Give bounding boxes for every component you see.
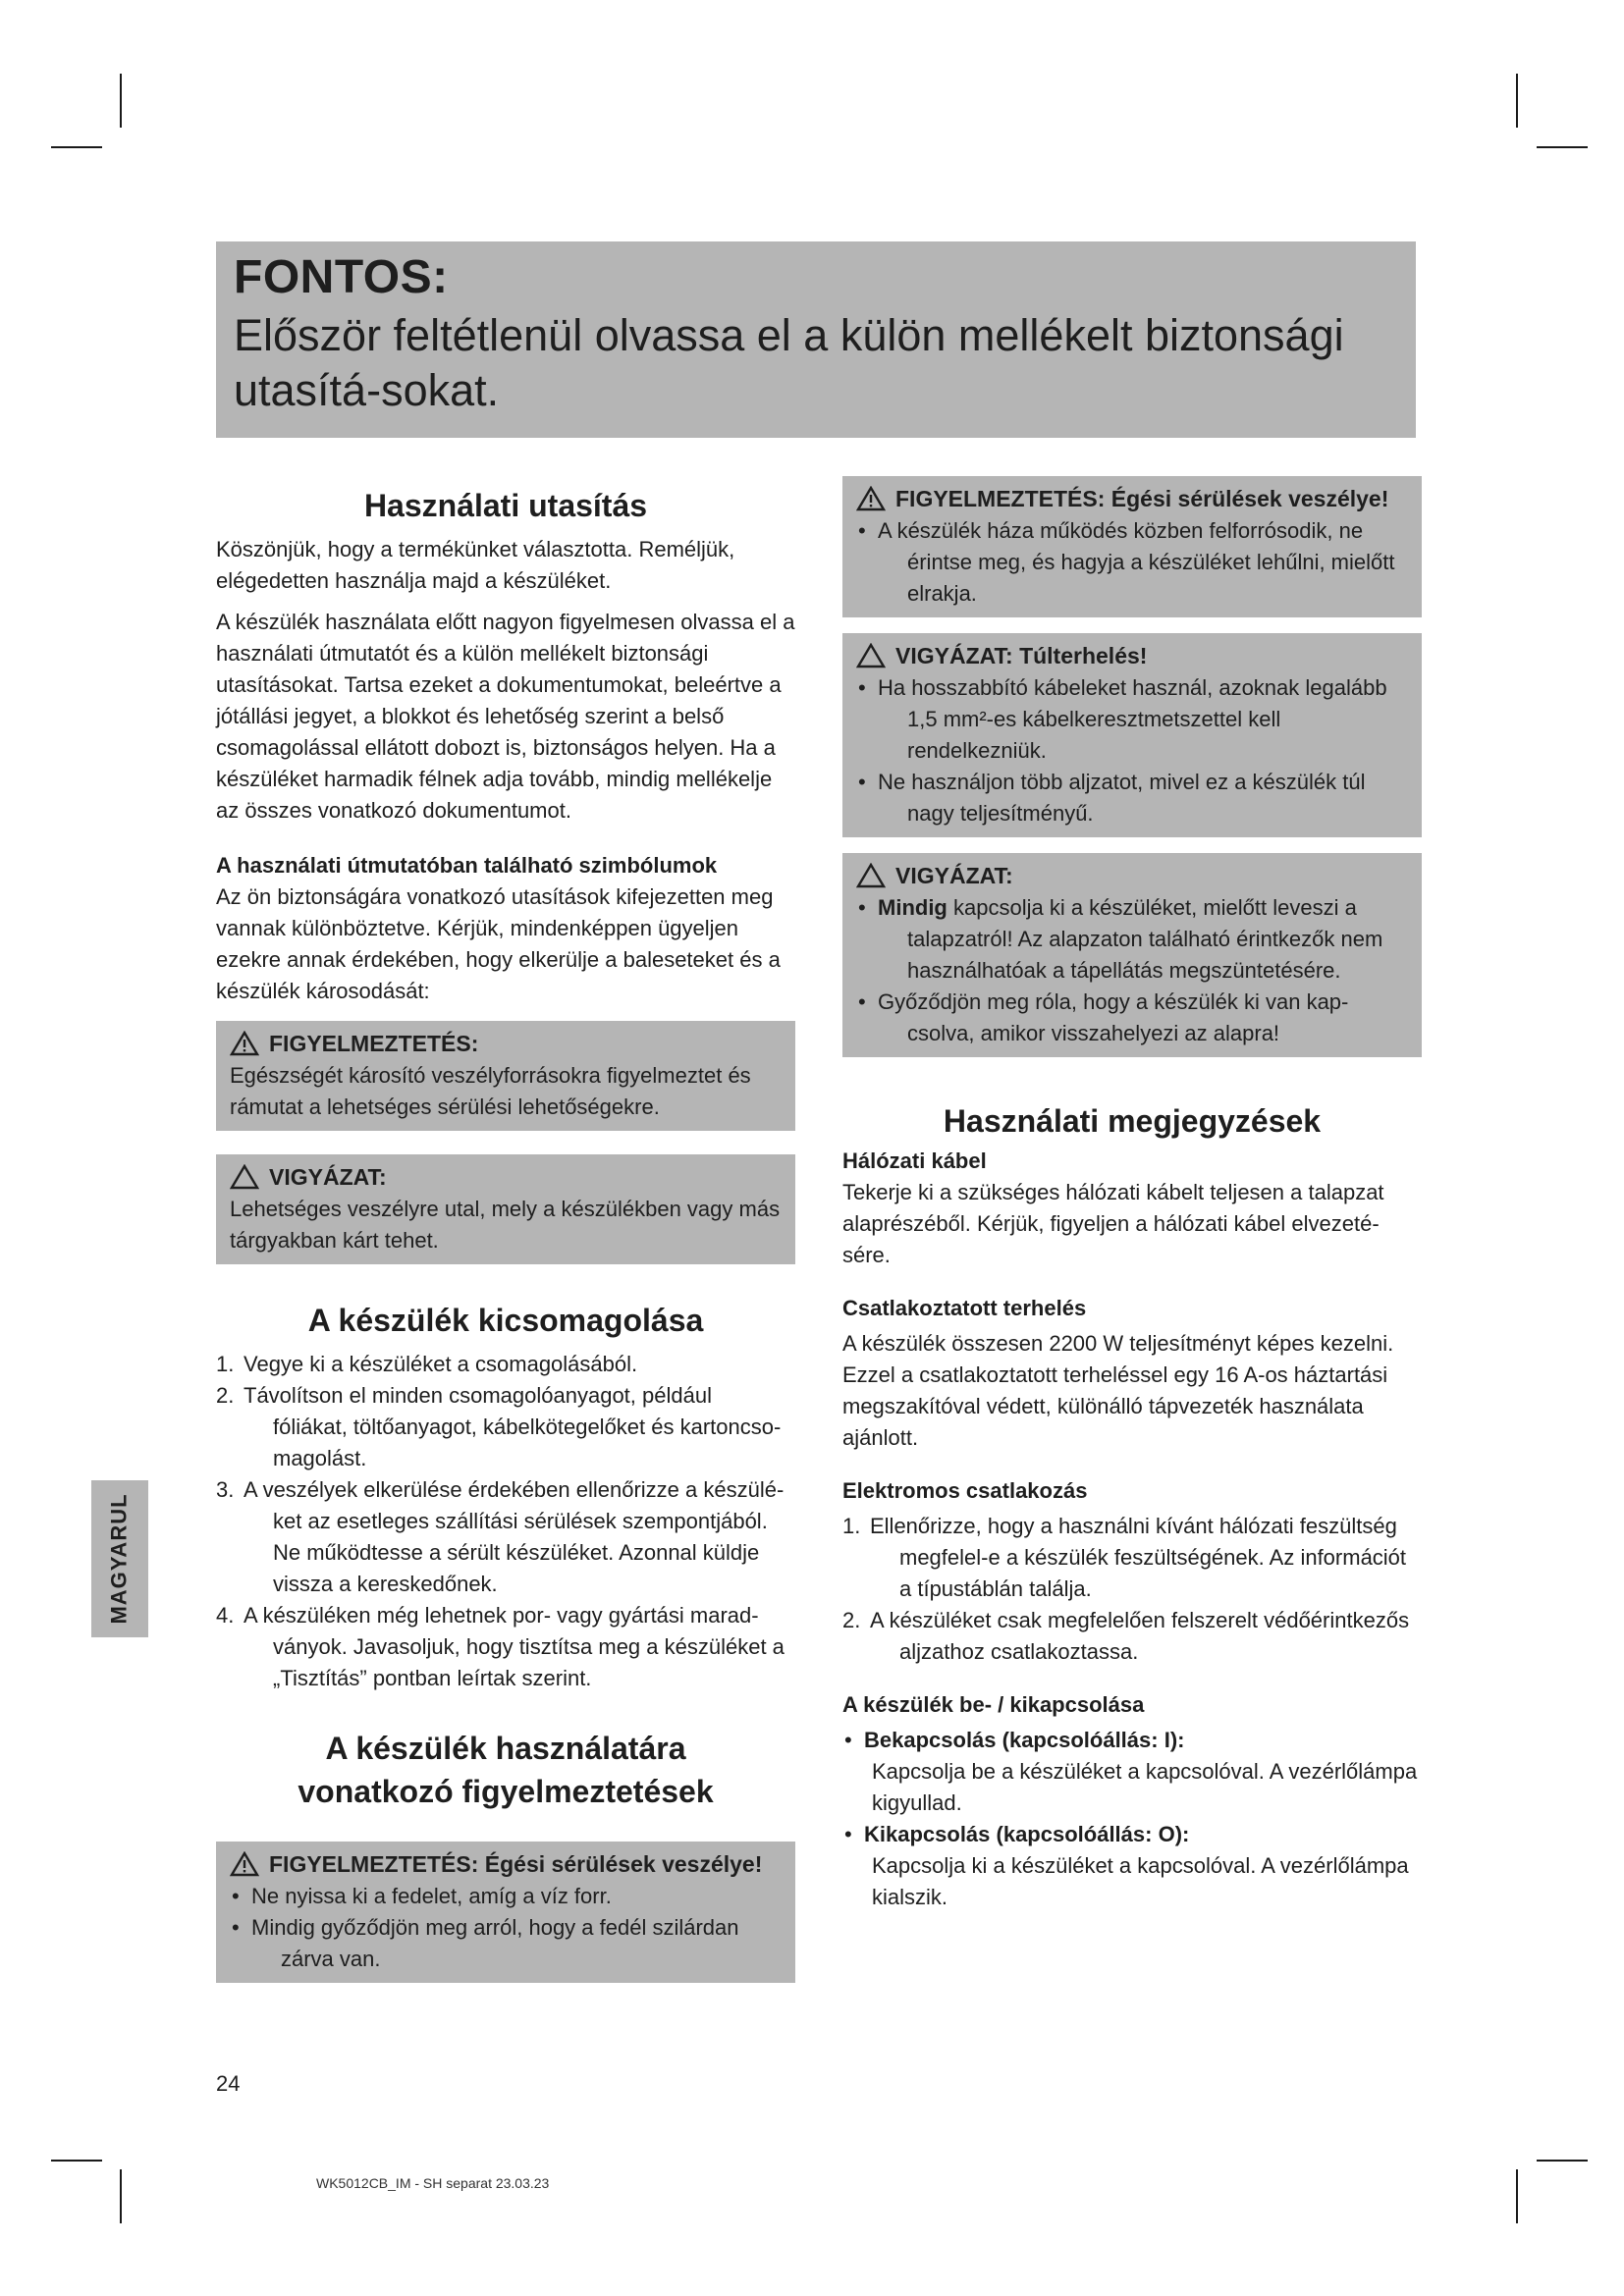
intro-paragraph-2: A készülék használata előtt nagyon figyelmesen olvassa el a használati útmutatót és a külön mellékelt biztonsági utasításokat. Tartsa ezeket a dokumentumokat, beleértve a jótállási jegyet, a blokkot és lehetőség szerint a belső csomagolással ellátott dobozt is, biztonságos helyen. Ha a készüléket harmadik félnek adja tovább, mindig mellékelje az összes vonatkozó dokumentumot.	[216, 610, 795, 823]
important-banner	[216, 241, 1416, 438]
base-caution-title: VIGYÁZAT:	[895, 863, 1013, 888]
overload-caution-box	[842, 633, 1422, 837]
list-item: • Győződjön meg róla, hogy a készülék ki van kap- csolva, amikor visszahelyezi az alapra!	[856, 987, 1408, 1049]
intro-paragraph-1: Köszönjük, hogy a termékünket választotta. Reméljük, elégedetten használja majd a készüléket.	[216, 537, 735, 593]
caution-triangle-icon	[230, 1164, 259, 1190]
switch-list	[842, 1725, 1422, 1913]
list-item: • Mindig győződjön meg arról, hogy a fedél szilárdan zárva van.	[230, 1912, 782, 1975]
warning-box-text: Egészségét károsító veszélyforrásokra figyelmeztet és rámutat a lehetséges sérülési lehetőségekre.	[230, 1063, 751, 1119]
caution-box-text: Lehetséges veszélyre utal, mely a készülékben vagy más tárgyakban kárt tehet.	[230, 1197, 781, 1253]
heading-usage-warnings-line1: A készülék használatára	[325, 1731, 686, 1766]
caution-triangle-icon	[856, 863, 886, 888]
burn-warning-title: FIGYELMEZTETÉS: Égési sérülések veszélye!	[269, 1851, 763, 1877]
heading-usage-warnings-line2: vonatkozó figyelmeztetések	[298, 1774, 714, 1809]
symbols-paragraph: Az ön biztonságára vonatkozó utasítások kifejezetten meg vannak különböztetve. Kérjük, mindenképpen ügyeljen ezekre annak érdekében, hogy elkerülje a baleseteket és a készülék károsodását:	[216, 884, 781, 1003]
list-item: 1. Ellenőrizze, hogy a használni kívánt hálózati feszültség megfelel-e a készülék feszültségének. Az információt a típustáblán találja.	[842, 1514, 1407, 1601]
list-item: 2. A készüléket csak megfelelően felszerelt védőérintkezős aljzathoz csatlakoztassa.	[842, 1608, 1410, 1664]
page-number: 24	[216, 2071, 241, 2096]
burn-warning-box	[216, 1842, 795, 1983]
crop-mark	[1537, 2160, 1588, 2162]
switch-heading: A készülék be- / kikapcsolása	[842, 1692, 1145, 1717]
list-item: • Ha hosszabbító kábeleket használ, azoknak legalább 1,5 mm²-es kábelkeresztmetszettel kell rendelkezniük.	[856, 672, 1408, 767]
list-item: • Ne nyissa ki a fedelet, amíg a víz forr.	[230, 1881, 782, 1912]
unpacking-list	[216, 1349, 795, 1694]
heading-instructions: Használati utasítás	[363, 488, 648, 523]
list-item: 3. A veszélyek elkerülése érdekében ellenőrizze a készülé- ket az esetleges szállítási sérülések szempontjából. Ne működtesse a sérült készüléket. Azonnal küldje vissza a kereskedőnek.	[216, 1477, 785, 1596]
warning-box-title: FIGYELMEZTETÉS:	[269, 1031, 479, 1056]
banner-title: FONTOS:	[234, 251, 449, 303]
list-item: 2. Távolítson el minden csomagolóanyagot, például fóliákat, töltőanyagot, kábelkötegelőket és kartoncso-magolást.	[216, 1383, 782, 1470]
list-item: • Kikapcsolás (kapcsolóállás: O): Kapcsolja ki a készüléket a kapcsolóval. A vezérlőlámpa kialszik.	[842, 1819, 1422, 1913]
heading-unpacking: A készülék kicsomagolása	[307, 1303, 704, 1338]
warning-box	[216, 1021, 795, 1131]
list-item: • A készülék háza működés közben felforrósodik, ne érintse meg, és hagyja a készüléket lehűlni, mielőtt elrakja.	[856, 515, 1408, 610]
list-item: • Mindig kapcsolja ki a készüléket, mielőtt leveszi a talapzatról! Az alapzaton található érintkezők nem használhatóak a tápellátás megszüntetésére.	[856, 892, 1408, 987]
load-heading: Csatlakoztatott terhelés	[842, 1296, 1087, 1320]
overload-caution-title: VIGYÁZAT: Túlterhelés!	[895, 643, 1148, 668]
banner-text: Először feltétlenül olvassa el a külön mellékelt biztonsági utasítá-sokat.	[234, 310, 1344, 415]
list-item: 1. Vegye ki a készüléket a csomagolásából.	[216, 1352, 638, 1376]
burn-warning-title-2: FIGYELMEZTETÉS: Égési sérülések veszélye!	[895, 486, 1389, 511]
list-item: • Bekapcsolás (kapcsolóállás: I): Kapcsolja be a készüléket a kapcsolóval. A vezérlőlámpa kigyullad.	[842, 1725, 1422, 1819]
caution-box	[216, 1154, 795, 1264]
electrical-list	[842, 1511, 1422, 1668]
print-footer: WK5012CB_IM - SH separat 23.03.23	[316, 2175, 550, 2191]
load-paragraph: A készülék összesen 2200 W teljesítményt képes kezelni. Ezzel a csatlakoztatott terheléssel egy 16 A-os háztartási megszakítóval védett, különálló tápvezeték használata ajánlott.	[842, 1331, 1394, 1450]
heading-usage-notes: Használati megjegyzések	[943, 1103, 1322, 1139]
caution-box-title: VIGYÁZAT:	[269, 1164, 387, 1190]
list-item: • Ne használjon több aljzatot, mivel ez a készülék túl nagy teljesítményű.	[856, 767, 1408, 829]
symbols-heading: A használati útmutatóban található szimbólumok	[216, 853, 718, 878]
caution-triangle-icon	[856, 643, 886, 668]
crop-mark	[1516, 74, 1518, 128]
right-column	[842, 476, 1422, 1913]
cable-heading: Hálózati kábel	[842, 1148, 987, 1173]
language-label: MAGYARUL	[107, 1493, 132, 1625]
warning-exclamation-icon	[230, 1031, 259, 1056]
list-item: 4. A készüléken még lehetnek por- vagy gyártási marad- ványok. Javasoljuk, hogy tisztítsa meg a készüléket a „Tisztítás” pontban leírtak szerint.	[216, 1603, 785, 1690]
base-caution-box	[842, 853, 1422, 1057]
language-side-tab	[91, 1480, 148, 1637]
crop-mark	[120, 74, 122, 128]
cable-paragraph: Tekerje ki a szükséges hálózati kábelt teljesen a talapzat alaprészéből. Kérjük, figyeljen a hálózati kábel elvezeté-sére.	[842, 1180, 1384, 1267]
warning-exclamation-icon	[856, 486, 886, 511]
left-column	[216, 481, 795, 1983]
crop-mark	[51, 146, 102, 148]
electrical-heading: Elektromos csatlakozás	[842, 1478, 1088, 1503]
burn-warning-box-2	[842, 476, 1422, 617]
crop-mark	[1516, 2169, 1518, 2223]
warning-exclamation-icon	[230, 1851, 259, 1877]
crop-mark	[120, 2169, 122, 2223]
crop-mark	[1537, 146, 1588, 148]
crop-mark	[51, 2160, 102, 2162]
